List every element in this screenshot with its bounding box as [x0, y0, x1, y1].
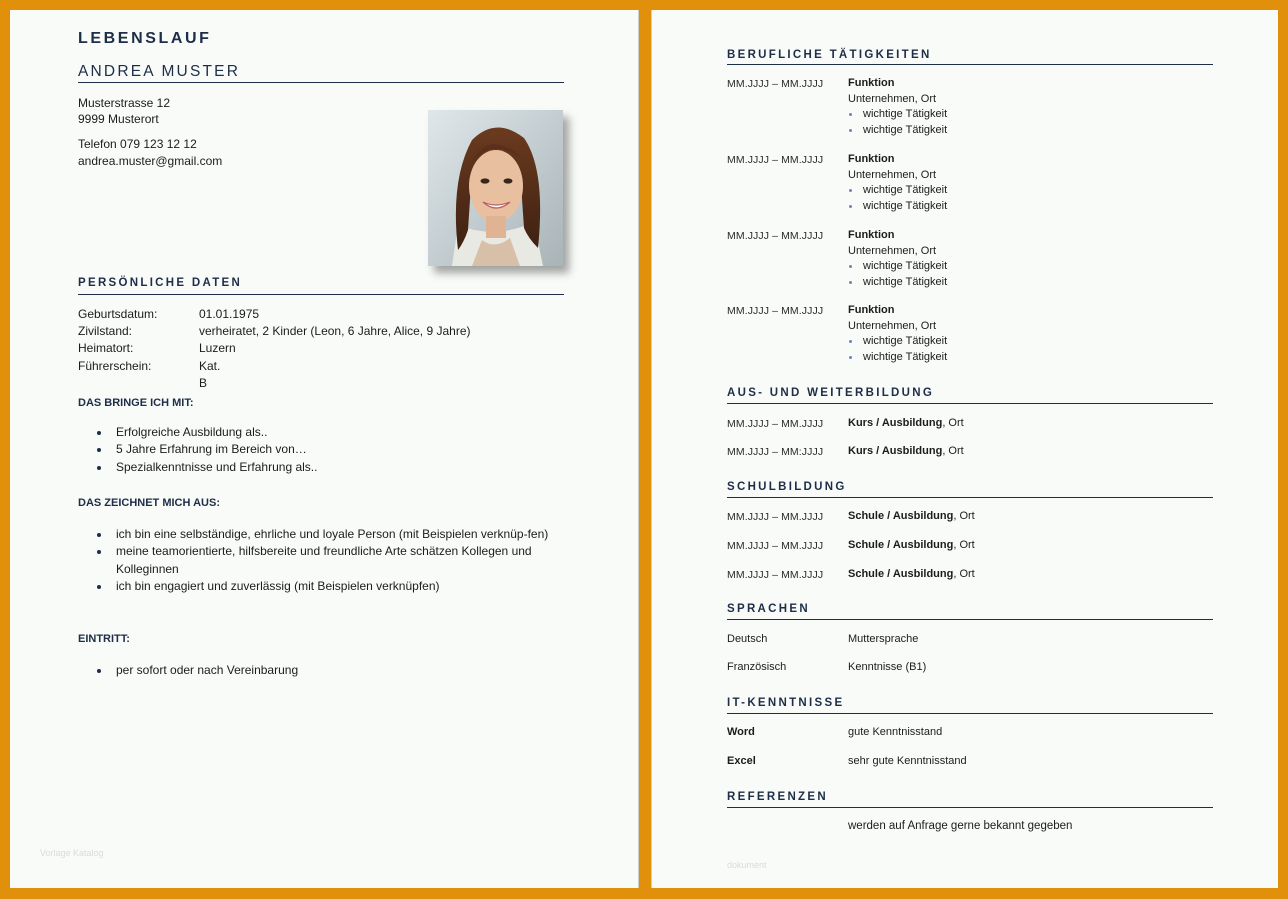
work-date: MM.JJJJ – MM.JJJJ — [727, 230, 824, 242]
name-underline — [78, 82, 564, 83]
list-item: ich bin eine selbständige, ehrliche und loyale Person (mit Beispielen verknüp-fen) — [96, 526, 556, 543]
person-name: ANDREA MUSTER — [78, 63, 241, 80]
training-section-rule — [727, 403, 1213, 404]
document-title: LEBENSLAUF — [78, 30, 212, 47]
school-section-rule — [727, 497, 1213, 498]
section-title-references: REFERENZEN — [727, 791, 828, 803]
subheading-bring: DAS BRINGE ICH MIT: — [78, 397, 194, 409]
section-title-work: BERUFLICHE TÄTIGKEITEN — [727, 49, 932, 61]
it-level: sehr gute Kenntnisstand — [848, 755, 967, 767]
work-section-rule — [727, 64, 1213, 65]
subheading-traits: DAS ZEICHNET MICH AUS: — [78, 497, 220, 509]
entry-list — [96, 662, 556, 679]
school-entry — [848, 568, 975, 580]
subheading-entry: EINTRITT: — [78, 633, 130, 645]
work-entry — [848, 303, 947, 365]
cv-page-right — [652, 10, 1278, 888]
list-item: meine teamorientierte, hilfsbereite und freundliche Arte schätzen Kollegen und Kolleginnen — [96, 543, 556, 578]
it-level: gute Kenntnisstand — [848, 726, 943, 738]
school-date: MM.JJJJ – MM.JJJJ — [727, 540, 824, 552]
work-task-list — [848, 334, 947, 365]
personal-label: Heimatort: — [78, 341, 134, 355]
work-company: Unternehmen, Ort — [848, 244, 937, 257]
training-date: MM.JJJJ – MM.JJJJ — [727, 418, 824, 430]
cv-page-left — [10, 10, 638, 888]
work-role: Funktion — [848, 229, 895, 241]
work-date: MM.JJJJ – MM.JJJJ — [727, 305, 824, 317]
languages-section-rule — [727, 619, 1213, 620]
personal-value: Kat. B — [199, 359, 221, 390]
school-place: , Ort — [953, 568, 975, 580]
training-date: MM.JJJJ – MM:JJJJ — [727, 446, 824, 458]
personal-section-rule — [78, 294, 564, 295]
training-entry — [848, 417, 964, 429]
personal-value: verheiratet, 2 Kinder (Leon, 6 Jahre, Alice, 9 Jahre) — [199, 324, 471, 338]
page-divider — [638, 10, 639, 888]
list-item: 5 Jahre Erfahrung im Bereich von… — [96, 441, 556, 458]
work-task: wichtige Tätigkeit — [848, 123, 947, 139]
work-date: MM.JJJJ – MM.JJJJ — [727, 154, 824, 166]
work-role: Funktion — [848, 77, 895, 89]
work-task-list — [848, 183, 947, 214]
it-tool: Excel — [727, 755, 756, 767]
address-street: Musterstrasse 12 — [78, 96, 171, 110]
work-entry — [848, 76, 947, 138]
personal-label: Zivilstand: — [78, 324, 133, 338]
work-date: MM.JJJJ – MM.JJJJ — [727, 78, 824, 90]
work-task: wichtige Tätigkeit — [848, 350, 947, 366]
work-task: wichtige Tätigkeit — [848, 334, 947, 350]
personal-value: Luzern — [199, 341, 236, 355]
work-company: Unternehmen, Ort — [848, 168, 937, 181]
school-name: Schule / Ausbildung — [848, 568, 954, 580]
footer-watermark: dokument — [727, 860, 767, 870]
list-item: Spezialkenntnisse und Erfahrung als.. — [96, 459, 556, 476]
personal-label: Führerschein: — [78, 359, 152, 373]
work-entry — [848, 152, 947, 214]
footer-watermark: Vorlage Katalog — [40, 848, 104, 858]
references-section-rule — [727, 807, 1213, 808]
work-task: wichtige Tätigkeit — [848, 107, 947, 123]
it-tool: Word — [727, 726, 755, 738]
traits-list — [96, 526, 556, 595]
portrait-illustration — [428, 110, 563, 266]
training-place: , Ort — [942, 417, 964, 429]
personal-value: 01.01.1975 — [199, 307, 260, 321]
language-name: Französisch — [727, 661, 787, 673]
work-company: Unternehmen, Ort — [848, 92, 937, 105]
list-item: Erfolgreiche Ausbildung als.. — [96, 424, 556, 441]
work-task-list — [848, 107, 947, 138]
section-title-school: SCHULBILDUNG — [727, 481, 847, 493]
school-entry — [848, 539, 975, 551]
school-name: Schule / Ausbildung — [848, 510, 954, 522]
school-date: MM.JJJJ – MM.JJJJ — [727, 569, 824, 581]
work-role: Funktion — [848, 153, 895, 165]
training-name: Kurs / Ausbildung — [848, 417, 943, 429]
school-place: , Ort — [953, 539, 975, 551]
list-item: ich bin engagiert und zuverlässig (mit Beispielen verknüpfen) — [96, 578, 556, 595]
address-city: 9999 Musterort — [78, 112, 159, 126]
language-name: Deutsch — [727, 633, 768, 645]
work-company: Unternehmen, Ort — [848, 319, 937, 332]
work-task: wichtige Tätigkeit — [848, 199, 947, 215]
section-title-languages: SPRACHEN — [727, 603, 810, 615]
it-section-rule — [727, 713, 1213, 714]
work-entry — [848, 228, 947, 290]
email-address: andrea.muster@gmail.com — [78, 154, 223, 168]
work-task: wichtige Tätigkeit — [848, 259, 947, 275]
training-entry — [848, 445, 964, 457]
work-task: wichtige Tätigkeit — [848, 275, 947, 291]
section-title-personal: PERSÖNLICHE DATEN — [78, 277, 243, 289]
training-place: , Ort — [942, 445, 964, 457]
language-level: Kenntnisse (B1) — [848, 661, 927, 673]
work-role: Funktion — [848, 304, 895, 316]
language-level: Muttersprache — [848, 633, 919, 645]
references-text: werden auf Anfrage gerne bekannt gegeben — [848, 820, 1073, 832]
school-name: Schule / Ausbildung — [848, 539, 954, 551]
list-item: per sofort oder nach Vereinbarung — [96, 662, 556, 679]
section-title-it: IT-KENNTNISSE — [727, 697, 845, 709]
phone-number: Telefon 079 123 12 12 — [78, 137, 197, 151]
school-date: MM.JJJJ – MM.JJJJ — [727, 511, 824, 523]
personal-label: Geburtsdatum: — [78, 307, 158, 321]
profile-photo — [428, 110, 563, 266]
work-task: wichtige Tätigkeit — [848, 183, 947, 199]
section-title-training: AUS- UND WEITERBILDUNG — [727, 387, 935, 399]
work-task-list — [848, 259, 947, 290]
school-place: , Ort — [953, 510, 975, 522]
school-entry — [848, 510, 975, 522]
training-name: Kurs / Ausbildung — [848, 445, 943, 457]
bring-list — [96, 424, 556, 476]
